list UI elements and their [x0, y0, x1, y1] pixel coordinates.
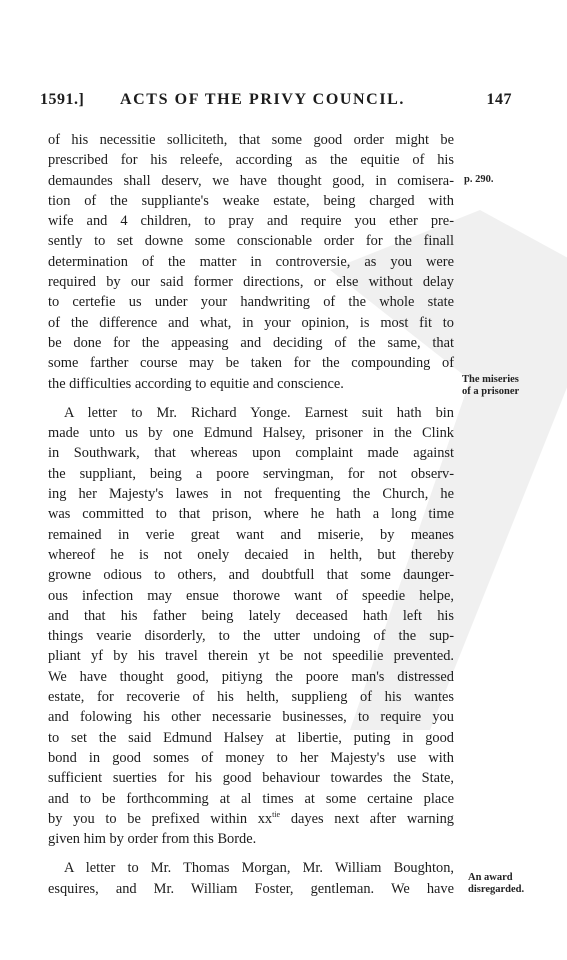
text-line: some farther course may be taken for the compounding of — [48, 355, 454, 372]
text-line: given him by order from this Borde. — [48, 831, 257, 848]
text-line: A letter to Mr. Richard Yonge. Earnest suit hath bin — [64, 404, 454, 421]
text-line: growne odious to others, and doubtfull that some daunger- — [48, 567, 454, 584]
paragraph-3 — [48, 858, 454, 899]
text-line: the suppliant, being a poore servingman, for not observ- — [48, 465, 454, 482]
margin-note-line: The miseries — [462, 374, 519, 385]
margin-note-award — [468, 872, 524, 896]
margin-note-line: An award — [468, 872, 513, 883]
header-page-number: 147 — [486, 91, 512, 108]
text-line: bond in good somes of money to her Majesty's use with — [48, 749, 454, 766]
text-line: demaundes shall deserv, we have thought good, in comisera- — [48, 172, 454, 189]
text-line: ous infection may ensue thorowe want of speedie helpe, — [48, 587, 454, 604]
text-line: and to be forthcomming at al times at some certaine place — [48, 790, 454, 807]
text-segment: dayes next after warning — [280, 810, 454, 827]
margin-note-miseries — [462, 374, 519, 398]
text-line: things vearie disorderly, to the utter undoing of the sup- — [48, 628, 454, 645]
text-line: We have thought good, pitiyng the poore man's distressed — [48, 668, 454, 685]
header-year: 1591.] — [40, 91, 85, 108]
paragraph-1 — [48, 130, 454, 394]
text-line: wife and 4 children, to pray and require you ether pre- — [48, 213, 454, 230]
body-text — [48, 130, 454, 899]
text-line: determination of the matter in controversie, as you were — [48, 253, 454, 270]
margin-note-line: of a prisoner — [462, 386, 520, 397]
text-line: in Southwark, that whereas upon complaint made against — [48, 445, 454, 462]
text-line: pliant yf by his travel therein yt be not speedilie prevented. — [48, 648, 454, 665]
text-line: esquires, and Mr. William Foster, gentleman. We have — [48, 880, 454, 897]
text-line: prescribed for his releefe, according as the equitie of his — [48, 152, 454, 169]
text-line: of his necessitie solliciteth, that some good order might be — [48, 132, 454, 148]
paragraph-2 — [48, 403, 454, 850]
text-line: the difficulties according to equitie and conscience. — [48, 375, 344, 392]
text-line: of the difference and what, in your opinion, is most fit to — [48, 314, 454, 331]
text-line: tion of the suppliante's weake estate, being charged with — [48, 192, 454, 209]
superscript: tie — [272, 810, 281, 819]
text-line: to certefie us under your handwriting of the whole state — [48, 294, 454, 311]
text-line: sently to set downe some conscionable order for the finall — [48, 233, 454, 250]
text-line: ing her Majesty's lawes in not frequenting the Church, he — [48, 486, 454, 503]
margin-note-line: disregarded. — [468, 884, 525, 895]
text-line: and folowing his other necessarie businesses, to require you — [48, 709, 454, 726]
text-line: estate, for recoverie of his helth, supplieng of his wantes — [48, 689, 454, 706]
text-line: made unto us by one Edmund Halsey, prisoner in the Clink — [48, 425, 454, 442]
margin-page-ref: p. 290. — [464, 174, 494, 185]
text-line: remained in verie great want and miserie, by meanes — [48, 526, 454, 543]
text-line: A letter to Mr. Thomas Morgan, Mr. William Boughton, — [64, 860, 454, 877]
text-line: be done for the appeasing and deciding of the same, that — [48, 334, 454, 351]
header-title: ACTS OF THE PRIVY COUNCIL. — [120, 91, 406, 108]
text-line: required by our said former directions, or else without delay — [48, 274, 454, 291]
text-line: and that his father being lately deceased hath left his — [48, 607, 454, 624]
text-segment: by you to be prefixed within xx — [48, 810, 273, 827]
text-line: whereof he is not onely decaied in helth, but thereby — [48, 546, 454, 563]
text-line-with-superscript — [48, 809, 454, 829]
text-line: sufficient suerties for his good behaviour towardes the State, — [48, 770, 454, 787]
text-line: to set the said Edmund Halsey at libertie, puting in good — [48, 729, 454, 746]
text-line: was committed to that prison, where he hath a long time — [48, 506, 454, 523]
page-header — [40, 91, 512, 113]
